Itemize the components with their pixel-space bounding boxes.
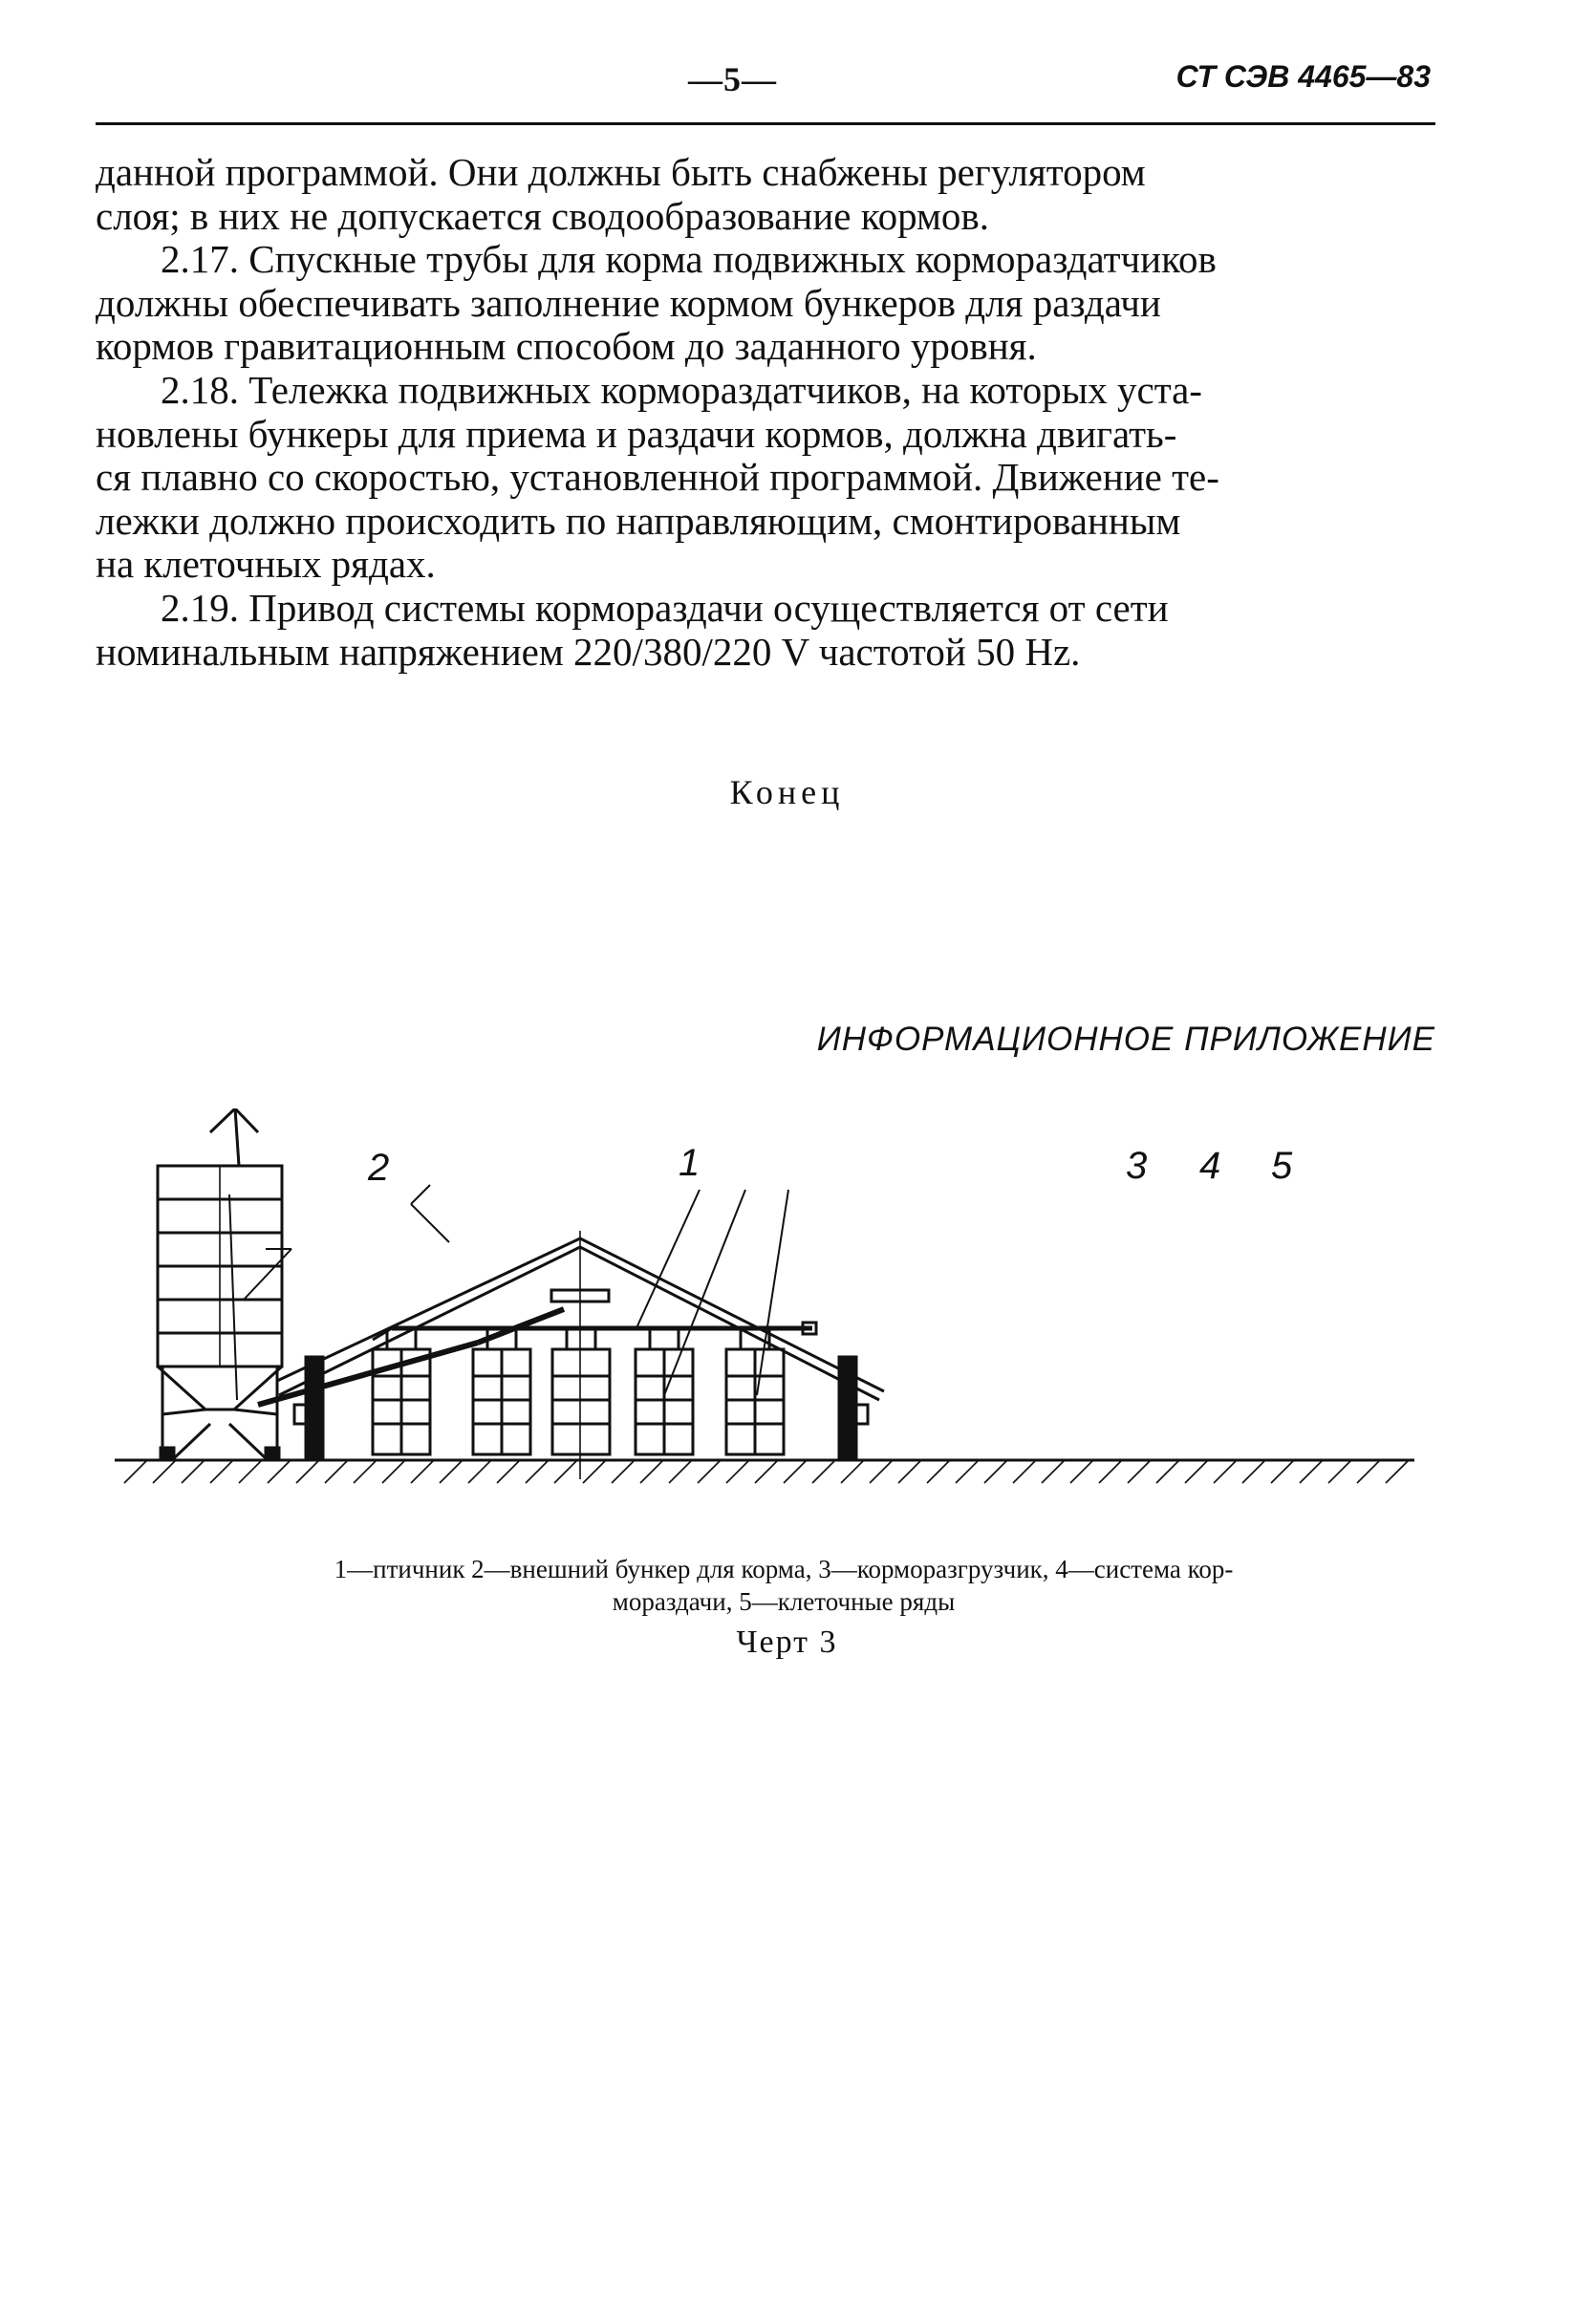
paragraph-2-18 bbox=[96, 369, 1435, 587]
text-line: 2.19. Привод системы кормораздачи осуществляется от сети bbox=[161, 585, 1169, 630]
text-line: 2.18. Тележка подвижных кормораздатчиков, на которых уста- bbox=[161, 367, 1202, 412]
caption-line: мораздачи, 5—клеточные ряды bbox=[612, 1587, 956, 1616]
caption-line: 1—птичник 2—внешний бункер для корма, 3—корморазгрузчик, 4—система кор- bbox=[334, 1555, 1234, 1583]
standard-code: СТ СЭВ 4465—83 bbox=[1175, 59, 1431, 94]
callout-2: 2 bbox=[368, 1147, 390, 1189]
text-line: данной программой. Они должны быть снабжены регулятором bbox=[96, 150, 1146, 194]
header-rule bbox=[96, 122, 1435, 125]
appendix-title: ИНФОРМАЦИОННОЕ ПРИЛОЖЕНИЕ bbox=[816, 1021, 1435, 1058]
paragraph-2-17 bbox=[96, 238, 1435, 369]
text-line: на клеточных рядах. bbox=[96, 542, 436, 587]
figure-caption bbox=[172, 1553, 1395, 1618]
text-line: лежки должно происходить по направляющим, смонтированным bbox=[96, 498, 1181, 543]
callout-3: 3 bbox=[1126, 1145, 1148, 1187]
paragraph-continuation bbox=[96, 151, 1435, 238]
paragraph-2-19 bbox=[96, 587, 1435, 674]
callout-4: 4 bbox=[1199, 1145, 1221, 1187]
text-line: слоя; в них не допускается сводообразование кормов. bbox=[96, 193, 990, 238]
text-line: 2.17. Спускные трубы для корма подвижных кормораздатчиков bbox=[161, 237, 1217, 282]
page-number: —5— bbox=[688, 60, 777, 98]
text-line: должны обеспечивать заполнение кормом бункеров для раздачи bbox=[96, 280, 1161, 325]
figure-label: Черт 3 bbox=[736, 1625, 838, 1660]
callout-5: 5 bbox=[1271, 1145, 1293, 1187]
text-line: ся плавно со скоростью, установленной программой. Движение те- bbox=[96, 455, 1219, 500]
callout-1: 1 bbox=[679, 1142, 701, 1184]
text-line: номинальным напряжением 220/380/220 V частотой 50 Hz. bbox=[96, 629, 1081, 674]
body-text bbox=[96, 151, 1435, 674]
text-line: кормов гравитационным способом до заданного уровня. bbox=[96, 324, 1037, 369]
end-mark: Конец bbox=[729, 773, 845, 811]
text-line: новлены бункеры для приема и раздачи кормов, должна двигать- bbox=[96, 411, 1177, 456]
cage-row bbox=[373, 1328, 430, 1454]
